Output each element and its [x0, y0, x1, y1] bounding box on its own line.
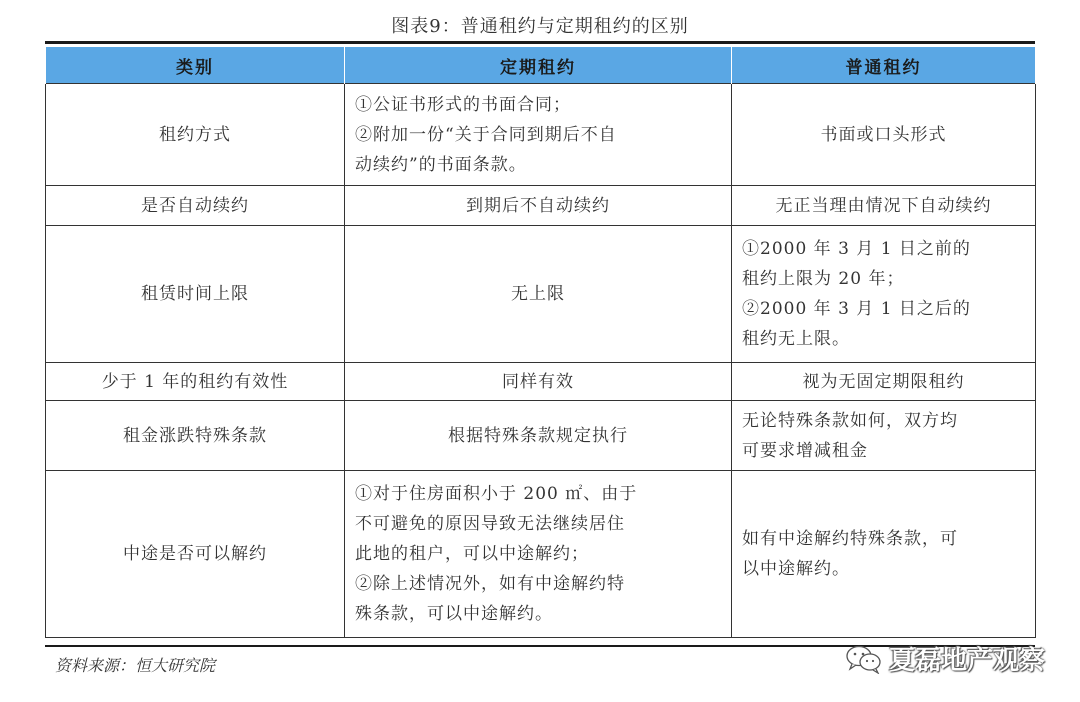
- table-row: [46, 226, 1036, 363]
- table-row: [46, 401, 1036, 471]
- cell-ordinary: [732, 401, 1036, 471]
- cell-fixed: 到期后不自动续约: [345, 186, 732, 226]
- cell-line: 无论特殊条款如何，双方均: [742, 410, 958, 431]
- cell-line: ②2000 年 3 月 1 日之后的: [742, 299, 971, 319]
- cell-category: 中途是否可以解约: [46, 471, 345, 638]
- table-header-row: [46, 47, 1036, 84]
- cell-line: 动续约”的书面条款。: [355, 154, 527, 175]
- cell-category: 是否自动续约: [46, 186, 345, 226]
- table-row: [46, 363, 1036, 401]
- cell-line: 殊条款，可以中途解约。: [355, 604, 553, 624]
- header-category: 类别: [46, 47, 345, 84]
- cell-category: 少于 1 年的租约有效性: [46, 363, 345, 401]
- cell-category: 租赁时间上限: [46, 226, 345, 363]
- cell-line: ①公证书形式的书面合同；: [355, 94, 571, 115]
- watermark: [845, 640, 1045, 677]
- cell-line: 租约无上限。: [742, 329, 850, 349]
- cell-fixed: 无上限: [345, 226, 732, 363]
- cell-line: 以中途解约。: [742, 559, 850, 579]
- table-row: [46, 471, 1036, 638]
- cell-ordinary: [732, 226, 1036, 363]
- wechat-icon: [845, 644, 883, 674]
- cell-line: ②除上述情况外，如有中途解约特: [355, 574, 625, 594]
- header-fixed-lease: 定期租约: [345, 47, 732, 84]
- cell-category: 租金涨跌特殊条款: [46, 401, 345, 471]
- cell-ordinary: [732, 471, 1036, 638]
- source-note: 资料来源：恒大研究院: [55, 656, 216, 675]
- cell-line: 如有中途解约特殊条款，可: [742, 529, 958, 549]
- cell-line: 此地的租户，可以中途解约；: [355, 544, 589, 564]
- cell-line: 租约上限为 20 年；: [742, 269, 905, 289]
- table-row: [46, 84, 1036, 186]
- cell-ordinary: 书面或口头形式: [732, 84, 1036, 186]
- table-row: [46, 186, 1036, 226]
- cell-line: 不可避免的原因导致无法继续居住: [355, 514, 625, 534]
- top-rule: [45, 41, 1035, 44]
- cell-line: 可要求增减租金: [742, 440, 868, 461]
- cell-ordinary: 视为无固定期限租约: [732, 363, 1036, 401]
- cell-fixed: 根据特殊条款规定执行: [345, 401, 732, 471]
- figure-title: 图表9：普通租约与定期租约的区别: [391, 16, 689, 37]
- cell-line: ①对于住房面积小于 200 ㎡、由于: [355, 484, 638, 504]
- cell-fixed: [345, 471, 732, 638]
- cell-fixed: 同样有效: [345, 363, 732, 401]
- watermark-text: 夏磊地产观察: [888, 646, 1045, 676]
- cell-line: ①2000 年 3 月 1 日之前的: [742, 239, 971, 259]
- cell-category: 租约方式: [46, 84, 345, 186]
- cell-line: ②附加一份“关于合同到期后不自: [355, 124, 617, 145]
- cell-ordinary: 无正当理由情况下自动续约: [732, 186, 1036, 226]
- cell-fixed: [345, 84, 732, 186]
- header-ordinary-lease: 普通租约: [732, 47, 1036, 84]
- comparison-table: [45, 47, 1036, 638]
